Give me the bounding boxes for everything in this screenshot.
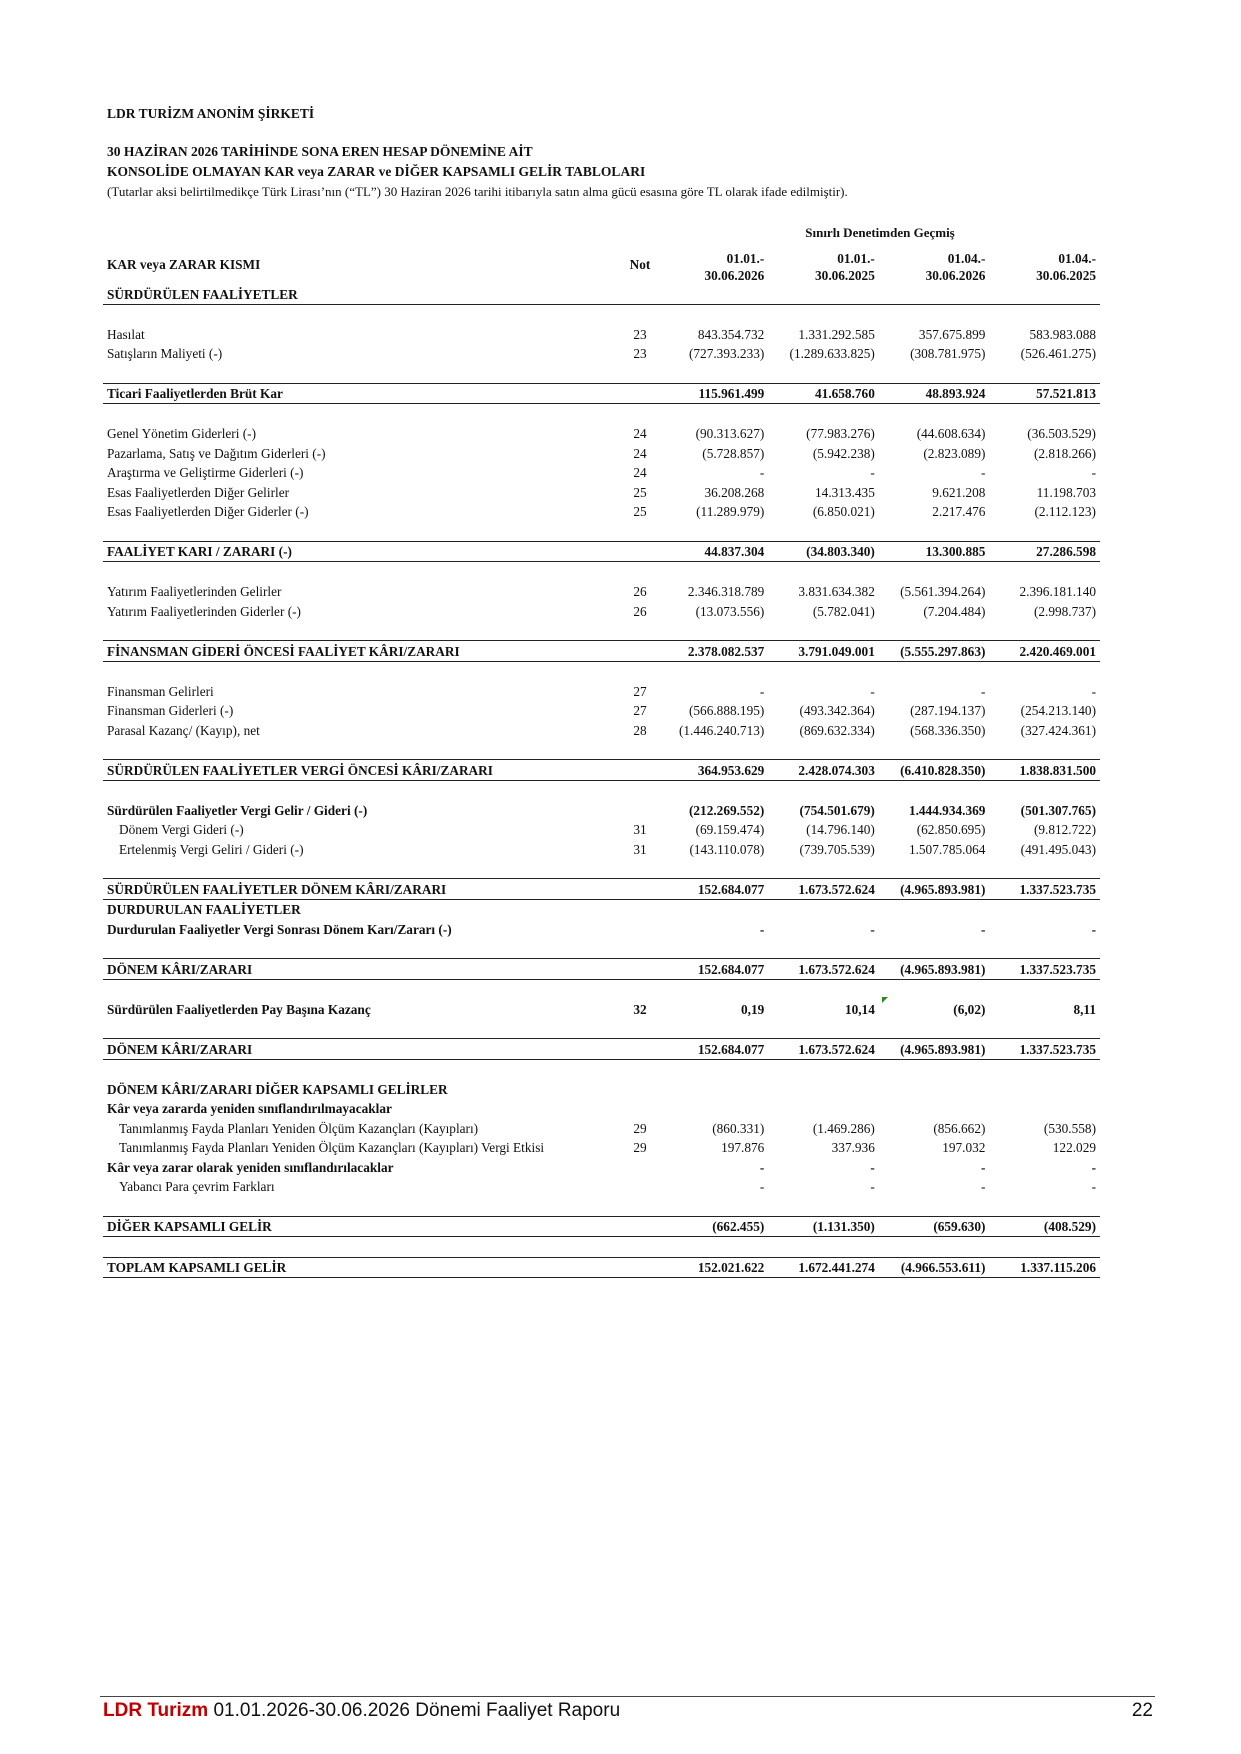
table-row	[103, 324, 1100, 344]
row-value: -	[870, 683, 875, 699]
spacer-row	[103, 363, 1100, 383]
section-title-row	[103, 1079, 1100, 1099]
row-note: 28	[633, 722, 647, 738]
row-value: 2.396.181.140	[1019, 584, 1096, 599]
row-value: -	[1091, 683, 1096, 699]
row-note: 32	[633, 1001, 647, 1017]
row-note	[622, 919, 657, 939]
row-note	[622, 1177, 657, 1197]
row-value: (4.965.893.981)	[879, 959, 990, 980]
row-note: 27	[633, 683, 647, 699]
table-row	[103, 919, 1100, 939]
col1-l2: 30.06.2026	[704, 268, 765, 283]
row-value: 152.684.077	[658, 879, 769, 900]
section-title: Kâr veya zararda yeniden sınıflandırılmayacaklar	[107, 1101, 392, 1116]
spacer-row	[103, 562, 1100, 582]
spacer-row	[103, 740, 1100, 760]
row-value: (856.662)	[933, 1120, 986, 1136]
row-note: 24	[633, 445, 647, 461]
row-value: (6.850.021)	[812, 504, 875, 519]
row-value: 1.673.572.624	[768, 879, 879, 900]
row-value: (662.455)	[658, 1216, 769, 1237]
row-value: (77.983.276)	[806, 426, 875, 441]
row-note	[622, 383, 657, 404]
row-label: Yatırım Faaliyetlerinden Gelirler	[107, 584, 282, 599]
row-value: -	[870, 921, 875, 937]
row-value: -	[1091, 1159, 1096, 1175]
table-row	[103, 681, 1100, 701]
row-value: 48.893.924	[879, 383, 990, 404]
col4-l2: 30.06.2025	[1036, 268, 1096, 283]
row-note: 26	[633, 603, 647, 619]
row-value: (2.823.089)	[923, 445, 986, 461]
row-value: 1.331.292.585	[798, 326, 875, 342]
row-value: (1.289.633.825)	[789, 346, 875, 361]
table-header	[103, 244, 1100, 284]
row-value: (1.469.286)	[812, 1120, 875, 1136]
row-value: 2.428.074.303	[768, 760, 879, 781]
row-note	[622, 1216, 657, 1237]
row-label: Kâr veya zarar olarak yeniden sınıflandırılacaklar	[107, 1159, 394, 1175]
section-title: SÜRDÜRÜLEN FAALİYETLER	[103, 284, 622, 304]
row-value: (7.204.484)	[923, 603, 986, 619]
row-label: Finansman Giderleri (-)	[107, 703, 234, 718]
row-value: (5.561.394.264)	[900, 584, 986, 599]
row-label: Ticari Faaliyetlerden Brüt Kar	[103, 383, 622, 404]
row-label: Tanımlanmış Fayda Planları Yeniden Ölçüm Kazançları (Kayıpları) Vergi Etkisi	[119, 1140, 545, 1155]
col2-l2: 30.06.2025	[815, 268, 875, 283]
row-value: -	[759, 921, 765, 937]
row-value: (408.529)	[989, 1216, 1100, 1237]
row-label: Ertelenmiş Vergi Geliri / Gideri (-)	[119, 841, 304, 857]
row-label: Hasılat	[107, 326, 145, 342]
row-value: (11.289.979)	[696, 504, 765, 519]
row-note	[622, 641, 657, 662]
audit-label: Sınırlı Denetimden Geçmiş	[805, 225, 955, 240]
row-value: 44.837.304	[658, 541, 769, 562]
row-value: -	[759, 683, 765, 699]
row-note	[622, 1157, 657, 1177]
row-value: (143.110.078)	[689, 841, 765, 857]
row-label: FİNANSMAN GİDERİ ÖNCESİ FAALİYET KÂRI/ZARARI	[103, 641, 622, 662]
spacer-row	[103, 404, 1100, 424]
income-statement-table	[103, 244, 1100, 1278]
row-value: 27.286.598	[989, 541, 1100, 562]
row-value: -	[980, 465, 986, 480]
page-number: 22	[1131, 1700, 1153, 1721]
row-note	[622, 879, 657, 900]
row-value: (9.812.722)	[1033, 822, 1096, 837]
row-note: 31	[633, 841, 647, 857]
row-label: Pazarlama, Satış ve Dağıtım Giderleri (-)	[107, 445, 326, 461]
table-row	[103, 641, 1100, 662]
row-label: Tanımlanmış Fayda Planları Yeniden Ölçüm Kazançları (Kayıpları)	[119, 1120, 479, 1136]
row-value: 10,14	[844, 1001, 875, 1017]
row-value: (568.336.350)	[910, 722, 986, 738]
row-value: 2.420.469.001	[989, 641, 1100, 662]
row-value: 337.936	[831, 1140, 875, 1155]
table-row	[103, 1039, 1100, 1060]
row-value: (308.781.975)	[910, 346, 986, 361]
row-note: 24	[633, 465, 647, 480]
col3-l2: 30.06.2026	[925, 268, 986, 283]
table-row	[103, 800, 1100, 820]
row-value: (5.555.297.863)	[879, 641, 990, 662]
row-label: DİĞER KAPSAMLI GELİR	[103, 1216, 622, 1237]
row-value: -	[870, 1179, 875, 1194]
row-label: Finansman Gelirleri	[107, 683, 214, 699]
row-note: 26	[633, 584, 647, 599]
row-value: (493.342.364)	[799, 703, 875, 718]
row-value: 197.032	[942, 1140, 986, 1155]
row-value: 14.313.435	[815, 484, 875, 500]
period-title: 30 HAZİRAN 2026 TARİHİNDE SONA EREN HESAP DÖNEMİNE AİT	[107, 144, 533, 159]
table-body	[103, 284, 1100, 1278]
spacer-row	[103, 1237, 1100, 1258]
row-value: (5.782.041)	[812, 603, 875, 619]
row-value: 152.021.622	[658, 1257, 769, 1278]
table-row	[103, 344, 1100, 364]
table-row	[103, 1157, 1100, 1177]
row-value: -	[759, 1159, 765, 1175]
row-value: 3.791.049.001	[768, 641, 879, 662]
row-value: (13.073.556)	[695, 603, 765, 619]
spacer-row	[103, 1019, 1100, 1039]
row-value: 583.983.088	[1029, 326, 1096, 342]
row-value: 843.354.732	[697, 326, 765, 342]
row-value: (754.501.679)	[799, 802, 875, 818]
row-value: (739.705.539)	[799, 841, 875, 857]
row-value: -	[1091, 1179, 1096, 1194]
col3-l1: 01.04.-	[947, 251, 986, 266]
row-value: (6,02)	[953, 1001, 986, 1017]
row-label: SÜRDÜRÜLEN FAALİYETLER VERGİ ÖNCESİ KÂRI/ZARARI	[103, 760, 622, 781]
row-value: -	[980, 683, 986, 699]
table-row	[103, 601, 1100, 621]
row-label: TOPLAM KAPSAMLI GELİR	[103, 1257, 622, 1278]
section-title: DÖNEM KÂRI/ZARARI DİĞER KAPSAMLI GELİRLER	[107, 1081, 448, 1097]
row-value: 1.507.785.064	[908, 841, 986, 857]
row-value: (62.850.695)	[916, 822, 986, 837]
row-value: 364.953.629	[658, 760, 769, 781]
row-value: 152.684.077	[658, 959, 769, 980]
row-note	[622, 760, 657, 781]
row-note: 24	[633, 426, 647, 441]
row-value: 9.621.208	[932, 484, 986, 500]
row-value: 115.961.499	[658, 383, 769, 404]
table-row	[103, 463, 1100, 483]
row-value: 57.521.813	[989, 383, 1100, 404]
company-name: LDR TURİZM ANONİM ŞİRKETİ	[107, 106, 315, 121]
row-value: 1.337.115.206	[989, 1257, 1100, 1278]
row-value: (69.159.474)	[695, 822, 765, 837]
row-value: 1.673.572.624	[768, 1039, 879, 1060]
row-value: (659.630)	[879, 1216, 990, 1237]
spacer-row	[103, 859, 1100, 879]
row-note	[622, 959, 657, 980]
row-value: (4.966.553.611)	[879, 1257, 990, 1278]
row-value: 11.198.703	[1036, 484, 1096, 500]
row-value: (36.503.529)	[1027, 426, 1096, 441]
footer-brand: LDR Turizm	[103, 1700, 209, 1721]
row-value: -	[980, 1179, 986, 1194]
row-value: (327.424.361)	[1020, 722, 1096, 738]
row-label: SÜRDÜRÜLEN FAALİYETLER DÖNEM KÂRI/ZARARI	[103, 879, 622, 900]
spacer-row	[103, 780, 1100, 800]
row-value: 197.876	[721, 1140, 765, 1155]
row-note	[622, 541, 657, 562]
spacer-row	[103, 661, 1100, 681]
row-label: Esas Faaliyetlerden Diğer Giderler (-)	[107, 504, 309, 519]
table-row	[103, 424, 1100, 444]
table-row	[103, 820, 1100, 840]
row-note: 27	[633, 703, 647, 718]
row-value: (1.131.350)	[768, 1216, 879, 1237]
spacer-row	[103, 304, 1100, 324]
row-value: -	[870, 465, 875, 480]
row-label: FAALİYET KARI / ZARARI (-)	[103, 541, 622, 562]
row-value: 8,11	[1073, 1001, 1096, 1017]
row-value: 152.684.077	[658, 1039, 769, 1060]
row-value: 2.378.082.537	[658, 641, 769, 662]
table-row	[103, 482, 1100, 502]
spacer-row	[103, 939, 1100, 959]
row-value: -	[759, 1179, 765, 1194]
row-value: (2.112.123)	[1034, 504, 1096, 519]
footer-text: 01.01.2026-30.06.2026 Dönemi Faaliyet Raporu	[208, 1700, 621, 1721]
table-row	[103, 383, 1100, 404]
row-value: 36.208.268	[704, 484, 765, 500]
row-value: (501.307.765)	[1020, 802, 1096, 818]
row-value: (287.194.137)	[910, 703, 986, 718]
table-row	[103, 582, 1100, 602]
row-value: -	[1091, 465, 1096, 480]
row-value: 13.300.885	[879, 541, 990, 562]
row-value: (5.728.857)	[702, 445, 765, 461]
row-value: 1.672.441.274	[768, 1257, 879, 1278]
spacer-row	[103, 1059, 1100, 1079]
row-label: Genel Yönetim Giderleri (-)	[107, 426, 257, 441]
row-value: 1.673.572.624	[768, 959, 879, 980]
row-note	[622, 1039, 657, 1060]
table-row	[103, 879, 1100, 900]
note-header: Not	[629, 256, 651, 272]
row-value: (530.558)	[1043, 1120, 1096, 1136]
row-value: 1.444.934.369	[908, 802, 986, 818]
row-value: (254.213.140)	[1020, 703, 1096, 718]
row-value: 0,19	[741, 1001, 765, 1017]
section-title-row	[103, 899, 1100, 919]
row-value: (860.331)	[712, 1120, 765, 1136]
col4-l1: 01.04.-	[1058, 251, 1096, 266]
col1-l1: 01.01.-	[726, 251, 765, 266]
section-title-row	[103, 284, 1100, 304]
row-value: 2.346.318.789	[687, 584, 765, 599]
row-value: (2.998.737)	[1033, 603, 1096, 619]
spacer-row	[103, 521, 1100, 541]
row-value: (1.446.240.713)	[678, 722, 765, 738]
page-footer	[103, 1700, 1153, 1722]
row-value: (14.796.140)	[806, 822, 875, 837]
row-label: Durdurulan Faaliyetler Vergi Sonrası Dönem Karı/Zararı (-)	[107, 921, 452, 937]
row-value: (5.942.238)	[812, 445, 875, 461]
table-row	[103, 959, 1100, 980]
row-value: -	[980, 921, 986, 937]
table-row	[103, 999, 1100, 1019]
row-value: 1.337.523.735	[989, 1039, 1100, 1060]
statement-title: KONSOLİDE OLMAYAN KAR veya ZARAR ve DİĞER KAPSAMLI GELİR TABLOLARI	[107, 164, 646, 179]
excel-comment-marker	[882, 997, 888, 1003]
row-note: 31	[633, 822, 647, 837]
section-title: DURDURULAN FAALİYETLER	[107, 902, 301, 917]
row-value: -	[759, 465, 765, 480]
footer-divider	[100, 1696, 1155, 1697]
col2-l1: 01.01.-	[837, 251, 875, 266]
row-label: Sürdürülen Faaliyetler Vergi Gelir / Gideri (-)	[107, 802, 368, 818]
row-note: 25	[633, 484, 647, 500]
row-value: -	[980, 1159, 986, 1175]
row-value: (4.965.893.981)	[879, 1039, 990, 1060]
spacer-row	[103, 979, 1100, 999]
row-label: Parasal Kazanç/ (Kayıp), net	[107, 722, 260, 738]
row-note: 23	[633, 326, 647, 342]
row-label: Sürdürülen Faaliyetlerden Pay Başına Kazanç	[107, 1001, 371, 1017]
row-value: (34.803.340)	[768, 541, 879, 562]
row-value: -	[1091, 921, 1096, 937]
row-note: 25	[633, 504, 647, 519]
row-label: Yatırım Faaliyetlerinden Giderler (-)	[107, 603, 301, 619]
table-row	[103, 1118, 1100, 1138]
row-label: Araştırma ve Geliştirme Giderleri (-)	[107, 465, 304, 480]
table-row	[103, 701, 1100, 721]
section-title-row	[103, 1099, 1100, 1119]
table-row	[103, 541, 1100, 562]
row-label: Dönem Vergi Gideri (-)	[119, 822, 244, 837]
row-note	[622, 1257, 657, 1278]
table-row	[103, 760, 1100, 781]
row-value: (2.818.266)	[1033, 445, 1096, 461]
row-label: Esas Faaliyetlerden Diğer Gelirler	[107, 484, 290, 500]
row-label: Yabancı Para çevrim Farkları	[119, 1179, 275, 1194]
row-value: (212.269.552)	[688, 802, 765, 818]
table-row	[103, 1216, 1100, 1237]
row-note: 29	[633, 1120, 647, 1136]
spacer-row	[103, 1196, 1100, 1216]
row-value: (44.608.634)	[916, 426, 986, 441]
row-label: DÖNEM KÂRI/ZARARI	[103, 959, 622, 980]
row-label: DÖNEM KÂRI/ZARARI	[103, 1039, 622, 1060]
table-row	[103, 443, 1100, 463]
row-value: 2.217.476	[932, 504, 986, 519]
row-value: (6.410.828.350)	[879, 760, 990, 781]
row-value: -	[870, 1159, 875, 1175]
currency-note: (Tutarlar aksi belirtilmedikçe Türk Lirası’nın (“TL”) 30 Haziran 2026 tarihi itibarıyla satın alma gücü esasına göre TL olarak ifade edilmiştir).	[107, 184, 848, 199]
row-value: (566.888.195)	[688, 703, 765, 718]
row-value: 1.337.523.735	[989, 959, 1100, 980]
table-row	[103, 839, 1100, 859]
row-note: 29	[633, 1140, 647, 1155]
table-row	[103, 1177, 1100, 1197]
section-header: KAR veya ZARAR KISMI	[107, 256, 261, 272]
row-value: (526.461.275)	[1020, 346, 1096, 361]
row-note	[622, 800, 657, 820]
row-value: 1.838.831.500	[989, 760, 1100, 781]
row-value: (727.393.233)	[688, 346, 765, 361]
row-value: (4.965.893.981)	[879, 879, 990, 900]
table-row	[103, 720, 1100, 740]
spacer-row	[103, 621, 1100, 641]
row-value: 122.029	[1052, 1140, 1096, 1155]
table-row	[103, 502, 1100, 522]
row-value: (491.495.043)	[1020, 841, 1096, 857]
row-value: 1.337.523.735	[989, 879, 1100, 900]
row-value: (90.313.627)	[695, 426, 765, 441]
row-value: 3.831.634.382	[798, 584, 875, 599]
row-value: 357.675.899	[918, 326, 986, 342]
row-note: 23	[633, 346, 647, 361]
row-value: (869.632.334)	[799, 722, 875, 738]
table-row	[103, 1257, 1100, 1278]
row-value: 41.658.760	[768, 383, 879, 404]
row-label: Satışların Maliyeti (-)	[107, 346, 223, 361]
table-row	[103, 1138, 1100, 1158]
